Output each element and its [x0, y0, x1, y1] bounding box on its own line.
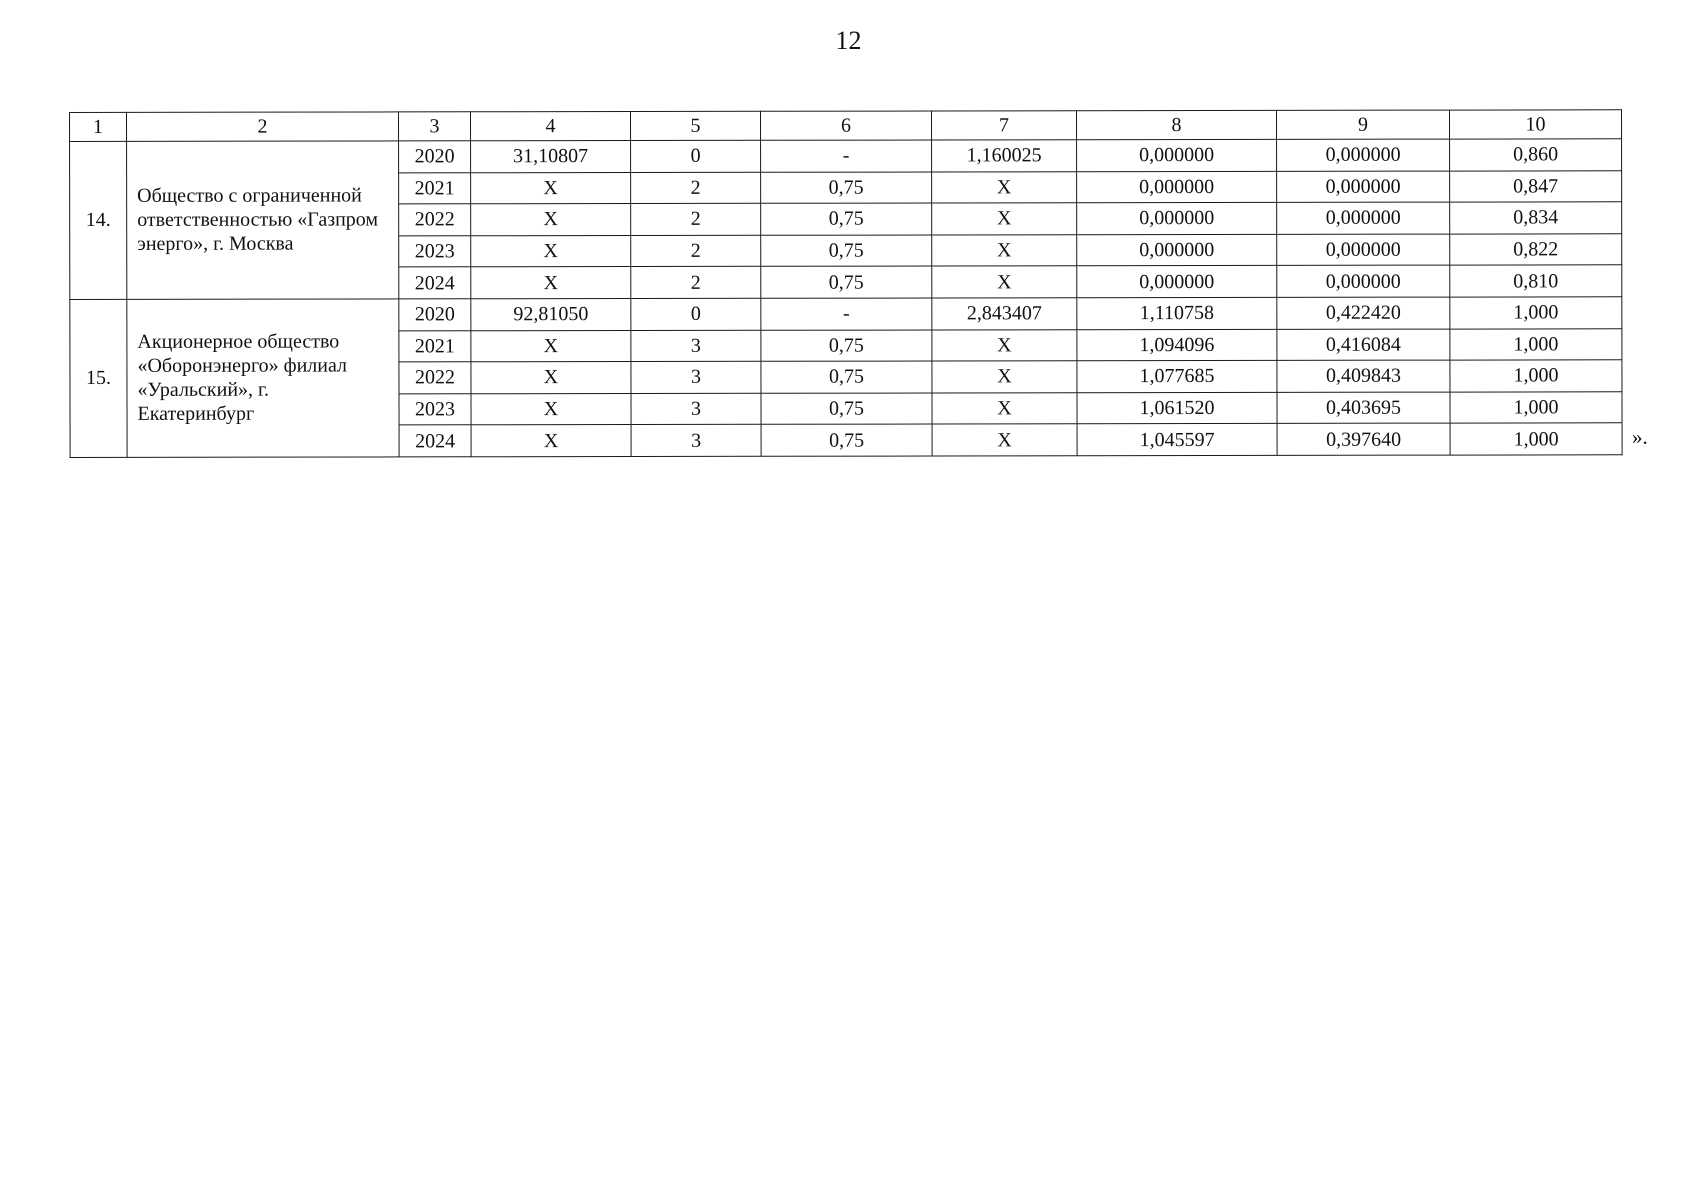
organization-name-cell: Акционерное общество «Оборонэнерго» филиал «Уральский», г. Екатеринбург — [127, 299, 399, 457]
value-cell: 0,000000 — [1077, 266, 1277, 298]
value-cell: 1,061520 — [1077, 392, 1277, 424]
year-cell: 2021 — [399, 172, 471, 204]
value-cell: 0,822 — [1450, 234, 1622, 266]
value-cell: 0,397640 — [1277, 423, 1450, 455]
value-cell: X — [932, 392, 1077, 424]
table-header-row — [70, 110, 1622, 142]
value-cell: 1,000 — [1450, 360, 1622, 392]
row-number-cell: 15. — [70, 299, 127, 457]
year-cell: 2022 — [399, 362, 471, 394]
header-cell: 4 — [471, 112, 631, 141]
value-cell: 3 — [631, 425, 761, 457]
header-cell: 10 — [1449, 110, 1621, 139]
value-cell: 0,000000 — [1277, 265, 1450, 297]
value-cell: 0,000000 — [1277, 234, 1450, 266]
value-cell: 0,75 — [761, 424, 932, 456]
year-cell: 2021 — [399, 330, 471, 362]
value-cell: 0,834 — [1450, 202, 1622, 234]
year-cell: 2020 — [399, 299, 471, 331]
value-cell: 31,10807 — [471, 141, 631, 173]
value-cell: X — [471, 330, 631, 362]
organization-name-cell: Общество с ограниченной ответственностью «Газпром энерго», г. Москва — [127, 141, 399, 299]
year-cell: 2022 — [399, 204, 471, 236]
value-cell: 2 — [631, 203, 761, 235]
value-cell: 0,416084 — [1277, 329, 1450, 361]
value-cell: 0,75 — [761, 330, 932, 362]
value-cell: 92,81050 — [471, 298, 631, 330]
value-cell: 0,75 — [761, 361, 932, 393]
value-cell: 1,000 — [1450, 423, 1622, 455]
row-number-cell: 14. — [70, 141, 127, 299]
value-cell: 2 — [631, 172, 761, 204]
value-cell: 1,045597 — [1077, 424, 1277, 456]
value-cell: X — [932, 329, 1077, 361]
value-cell: 3 — [631, 361, 761, 393]
header-cell: 3 — [399, 112, 471, 141]
value-cell: 0,75 — [761, 393, 932, 425]
value-cell: 0,75 — [761, 235, 932, 267]
table-row — [70, 297, 1622, 331]
value-cell: X — [471, 172, 631, 204]
page-number: 12 — [835, 26, 862, 55]
value-cell: 1,000 — [1450, 297, 1622, 329]
table-body — [70, 110, 1623, 458]
year-cell: 2024 — [399, 267, 471, 299]
value-cell: 1,077685 — [1077, 361, 1277, 393]
closing-quote-mark: ». — [1632, 425, 1648, 449]
value-cell: 3 — [631, 393, 761, 425]
year-cell: 2020 — [399, 141, 471, 173]
value-cell: X — [471, 267, 631, 299]
value-cell: 0,000000 — [1277, 171, 1450, 203]
value-cell: X — [932, 361, 1077, 393]
value-cell: X — [932, 266, 1077, 298]
value-cell: 1,000 — [1450, 392, 1622, 424]
value-cell: 0 — [631, 298, 761, 330]
year-cell: 2024 — [399, 425, 471, 457]
value-cell: X — [471, 204, 631, 236]
value-cell: X — [471, 362, 631, 394]
value-cell: 1,000 — [1450, 328, 1622, 360]
value-cell: - — [761, 140, 932, 172]
value-cell: 0,860 — [1450, 139, 1622, 171]
value-cell: 1,094096 — [1077, 329, 1277, 361]
value-cell: X — [932, 171, 1077, 203]
header-cell: 6 — [760, 111, 931, 140]
value-cell: 0,000000 — [1077, 234, 1277, 266]
value-cell: 3 — [631, 330, 761, 362]
value-cell: 2 — [631, 267, 761, 299]
value-cell: 0,000000 — [1277, 139, 1450, 171]
value-cell: 0,000000 — [1077, 139, 1277, 171]
year-cell: 2023 — [399, 236, 471, 268]
header-cell: 8 — [1076, 110, 1276, 139]
value-cell: 0,000000 — [1077, 171, 1277, 203]
header-cell: 2 — [127, 112, 399, 141]
header-cell: 1 — [70, 112, 127, 141]
header-cell: 9 — [1276, 110, 1449, 139]
value-cell: X — [471, 425, 631, 457]
header-cell: 5 — [631, 111, 761, 140]
value-cell: X — [932, 424, 1077, 456]
data-table — [69, 109, 1623, 458]
value-cell: 0,847 — [1450, 170, 1622, 202]
value-cell: 0,000000 — [1077, 203, 1277, 235]
value-cell: 0 — [631, 140, 761, 172]
table-row — [70, 139, 1622, 173]
value-cell: 1,110758 — [1077, 297, 1277, 329]
value-cell: 2,843407 — [932, 298, 1077, 330]
value-cell: 0,409843 — [1277, 360, 1450, 392]
value-cell: 0,75 — [761, 172, 932, 204]
value-cell: X — [932, 203, 1077, 235]
header-cell: 7 — [931, 111, 1076, 140]
value-cell: 0,75 — [761, 266, 932, 298]
value-cell: X — [932, 235, 1077, 267]
value-cell: 0,810 — [1450, 265, 1622, 297]
value-cell: 0,422420 — [1277, 297, 1450, 329]
value-cell: 0,403695 — [1277, 392, 1450, 424]
value-cell: 0,75 — [761, 203, 932, 235]
value-cell: 2 — [631, 235, 761, 267]
year-cell: 2023 — [399, 394, 471, 426]
value-cell: 1,160025 — [932, 140, 1077, 172]
value-cell: X — [471, 393, 631, 425]
value-cell: X — [471, 235, 631, 267]
value-cell: 0,000000 — [1277, 202, 1450, 234]
value-cell: - — [761, 298, 932, 330]
